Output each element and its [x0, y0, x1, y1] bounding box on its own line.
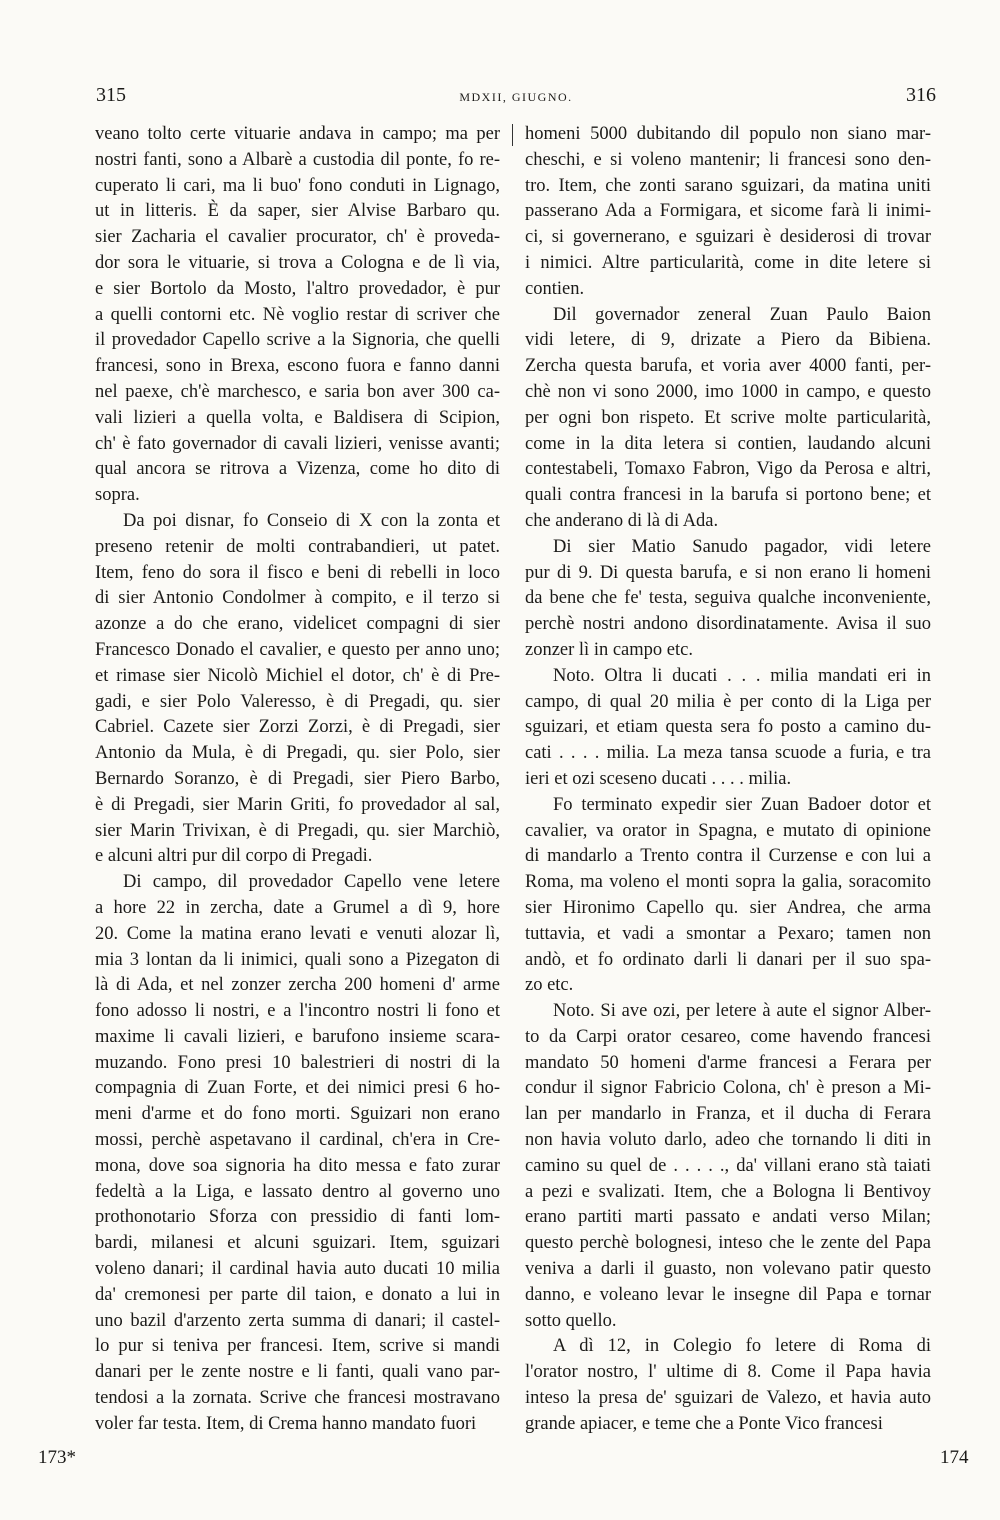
text-line: prothonotario Sforza con pressidio di fanti lom-	[95, 1207, 500, 1228]
text-line: preseno retenir de molti contrabandieri, ut patet.	[95, 536, 500, 557]
text-line: e sier Bortolo da Mosto, l'altro provedador, è pur	[95, 278, 500, 299]
text-line: sier Hironimo Capello qu. sier Andrea, che arma	[525, 897, 931, 918]
text-line: to da Carpi orator cesareo, come havendo francesi	[525, 1026, 931, 1047]
text-line: vali lizieri a quella volta, e Baldisera di Scipion,	[95, 407, 500, 428]
text-line: ch' è fato governador di cavali lizieri, venisse avanti;	[95, 433, 500, 454]
text-line: vidi letere, di 9, drizate a Piero da Bibiena.	[525, 330, 931, 351]
text-line: et rimase sier Nicolò Michiel el dotor, ch' è di Pre-	[95, 665, 500, 686]
text-line: voler far testa. Item, di Crema hanno mandato fuori	[95, 1413, 477, 1434]
text-line: questo perchè bolognesi, inteso che le zente del Papa	[525, 1233, 931, 1254]
text-line: lo pur si teniva per francesi. Item, scrive si mandi	[95, 1336, 500, 1357]
text-line: sguizari, et etiam questa sera fo posto a camino du-	[525, 717, 931, 738]
text-line: 20. Come la matina erano levati e venuti alozar lì,	[95, 923, 500, 944]
text-line: Fo terminato expedir sier Zuan Badoer dotor et	[553, 794, 931, 815]
text-line: Di sier Matio Sanudo pagador, vidi letere	[553, 536, 931, 557]
text-line: contestabeli, Tomaxo Fabron, Vigo da Perosa e altri,	[525, 459, 931, 480]
text-line: Da poi disnar, fo Conseio di X con la zonta et	[123, 510, 500, 531]
text-line: fono adosso li nostri, e a l'incontro nostri li fono et	[95, 1001, 500, 1022]
text-line: nostri fanti, sono a Albarè a custodia dil ponte, fo re-	[95, 149, 500, 170]
text-line: perchè nostri andono disordinatamente. Avisa il suo	[525, 614, 931, 635]
text-line: l'orator nostro, l' ultime di 8. Come il Papa havia	[525, 1362, 931, 1383]
text-line: uno bazil d'arzento zerta summa di danari; il castel-	[95, 1310, 500, 1331]
text-line: muzando. Fono presi 10 balestrieri di nostri di la	[95, 1052, 500, 1073]
text-line: Noto. Si ave ozi, per letere à aute el signor Alber-	[553, 1001, 931, 1022]
text-line: ieri et ozi sceseno ducati . . . . milia.	[525, 768, 792, 789]
text-line: Bernardo Soranzo, è di Pregadi, sier Piero Barbo,	[95, 768, 500, 789]
text-line: passerano Ada a Formigara, et sicome farà li inimi-	[525, 201, 931, 222]
text-line: ut in litteris. È da saper, sier Alvise Barbaro qu.	[95, 201, 500, 222]
text-line: camino su quel de . . . . ., da' villani erano stà taiati	[525, 1155, 931, 1176]
text-line: a quelli contorni etc. Nè voglio restar di scriver che	[95, 304, 500, 325]
text-line: veano tolto certe vituarie andava in campo; ma per	[95, 124, 500, 144]
text-line: Francesco Donado el cavalier, e questo per anno uno;	[95, 639, 500, 660]
text-line: lan per mandarlo in Franza, et il ducha di Ferara	[525, 1104, 931, 1125]
text-line: mossi, perchè aspetavano il cardinal, ch'era in Cre-	[95, 1130, 500, 1151]
text-line: qual ancora se ritrova a Vizenza, come ho dito di	[95, 459, 500, 480]
text-line: Roma, ma voleno el monti sopra la galia, soracomito	[525, 872, 931, 893]
text-line: Item, feno do sora il fisco e beni di rebelli in loco	[95, 562, 500, 583]
text-line: cati . . . . milia. La meza tansa scuode a furia, e tra	[525, 743, 931, 764]
text-line: Di campo, dil provedador Capello vene letere	[123, 872, 500, 893]
text-line: zonzer lì in campo etc.	[525, 639, 693, 660]
text-line: cheschi, e si voleno mantenir; li francesi sono den-	[525, 149, 931, 170]
text-line: compagnia di Zuan Forte, et dei nimici presi 6 ho-	[95, 1078, 500, 1099]
text-line: Zercha questa barufa, et voria aver 4000 fanti, per-	[525, 356, 931, 377]
text-line: là di Ada, et nel zonzer zercha 200 homeni d' arme	[95, 975, 500, 996]
text-line: il provedador Capello scrive a la Signoria, che quelli	[95, 330, 500, 351]
text-line: a pezi e svalizati. Item, che a Bologna li Bentivoy	[525, 1181, 931, 1202]
text-line: i nimici. Altre particularità, come in dite letere si	[525, 252, 931, 273]
text-line: dor sora le vituarie, si trova a Cologna e de lì via,	[95, 252, 500, 273]
text-line: a hore 22 in zercha, date a Grumel a dì 9, hore	[95, 897, 500, 918]
text-line: fedeltà a la Liga, e lassato dentro al governo uno	[95, 1181, 500, 1202]
text-line: cavalier, va orator in Spagna, e mutato di opinione	[525, 820, 931, 841]
text-line: mona, dove soa signoria ha dito messa e fato zurar	[95, 1155, 500, 1176]
right-column	[525, 122, 931, 1434]
text-line: è di Pregadi, sier Marin Griti, fo provedador al sal,	[95, 794, 500, 815]
text-line: chè non vi sono 2000, imo 1000 in campo, e questo	[525, 381, 931, 402]
text-line: azonze a do che erano, videlicet compagni di sier	[95, 614, 500, 635]
text-line: Noto. Oltra li ducati . . . milia mandati eri in	[553, 665, 931, 686]
text-line: danno, e voleano levar le insegne dil Papa e tornar	[525, 1284, 931, 1305]
text-line: sier Zacharia el cavalier procurator, ch' è proveda-	[95, 227, 500, 248]
text-line: nel paexe, ch'è marchesco, e saria bon aver 300 ca-	[95, 381, 500, 402]
text-line: cuperato li cari, ma li buo' fono conduti in Lignago,	[95, 175, 500, 196]
text-line: A dì 12, in Colegio fo letere di Roma di	[553, 1336, 931, 1357]
page-header	[96, 84, 936, 108]
page-number-left: 315	[96, 84, 126, 106]
text-line: gadi, e sier Polo Valeresso, è di Pregadi, qu. sier	[95, 691, 500, 712]
text-line: tendosi a la zornata. Scrive che francesi mostravano	[95, 1388, 500, 1409]
text-line: maxime li cavali lizieri, e barufono insieme scara-	[95, 1026, 500, 1047]
text-line: come in la dita letera si contien, laudando alcuni	[525, 433, 931, 454]
margin-note-right: 174	[940, 1447, 969, 1468]
text-line: da' cremonesi per parte dil taion, e donato a lui in	[95, 1284, 500, 1305]
column-divider	[512, 124, 513, 146]
text-line: quali contra francesi in la barufa si portono bene; et	[525, 485, 931, 506]
text-line: non havia voluto darlo, adeo che tornando li diti in	[525, 1130, 931, 1151]
text-line: sier Marin Trivixan, è di Pregadi, qu. sier Marchiò,	[95, 820, 500, 841]
text-line: campo, di qual 20 milia è per conto di la Liga per	[525, 691, 931, 712]
text-line: meni d'arme et do fono morti. Sguizari non erano	[95, 1104, 500, 1125]
text-line: Cabriel. Cazete sier Zorzi Zorzi, è di Pregadi, sier	[95, 717, 500, 738]
text-line: grande apiacer, e teme che a Ponte Vico francesi	[525, 1413, 883, 1434]
running-title: MDXII, GIUGNO.	[459, 90, 573, 104]
text-line: e alcuni altri pur dil corpo di Pregadi.	[95, 846, 373, 867]
text-line: zo etc.	[525, 975, 574, 996]
page-number-right: 316	[906, 84, 936, 106]
text-line: condur il signor Fabricio Colona, ch' è preson a Mi-	[525, 1078, 931, 1099]
text-line: per ogni bon rispeto. Et scrive molte particularità,	[525, 407, 931, 428]
text-line: sotto quello.	[525, 1310, 617, 1331]
text-line: di mandarlo a Trento contra il Curzense e con lui a	[525, 846, 931, 867]
text-line: veniva a darli il guasto, non volevano patir questo	[525, 1259, 931, 1280]
text-line: mia 3 lontan da li inimici, quali sono a Pizegaton di	[95, 949, 500, 970]
text-line: che anderano di là di Ada.	[525, 510, 719, 531]
text-line: Antonio da Mula, è di Pregadi, qu. sier Polo, sier	[95, 743, 500, 764]
text-line: contien.	[525, 278, 585, 299]
text-line: francesi, sono in Brexa, escono fuora e fanno danni	[95, 356, 500, 377]
text-line: mandato 50 homeni d'arme francesi a Ferara per	[525, 1052, 931, 1073]
text-line: inteso la presa de' sguizari de Valezo, et havia auto	[525, 1388, 931, 1409]
margin-note-left: 173*	[38, 1447, 76, 1468]
text-line: andò, et fo ordinato darli li danari per il suo spa-	[525, 949, 931, 970]
text-line: homeni 5000 dubitando dil populo non siano mar-	[525, 124, 931, 144]
text-line: danari per le zente nostre e li fanti, quali vano par-	[95, 1362, 500, 1383]
text-line: sopra.	[95, 485, 140, 506]
text-line: voleno danari; il cardinal havia auto ducati 10 milia	[95, 1259, 500, 1280]
text-line: erano partiti marti passato e andati verso Milan;	[525, 1207, 931, 1228]
text-line: di sier Antonio Condolmer à compito, e il terzo si	[95, 588, 500, 609]
text-line: tuttavia, et vadi a smontar a Pexaro; tamen non	[525, 923, 931, 944]
text-line: ci, si governerano, e sguizari è desiderosi di trovar	[525, 227, 931, 248]
text-line: pur di 9. Di questa barufa, e si non erano li homeni	[525, 562, 931, 583]
text-line: tro. Item, che zonti sarano sguizari, da matina uniti	[525, 175, 931, 196]
text-line: Dil governador zeneral Zuan Paulo Baion	[553, 304, 931, 325]
text-line: da bene che fe' testa, seguiva qualche inconveniente,	[525, 588, 931, 609]
text-line: bardi, milanesi et alcuni sguizari. Item, sguizari	[95, 1233, 500, 1254]
left-column	[95, 122, 500, 1434]
